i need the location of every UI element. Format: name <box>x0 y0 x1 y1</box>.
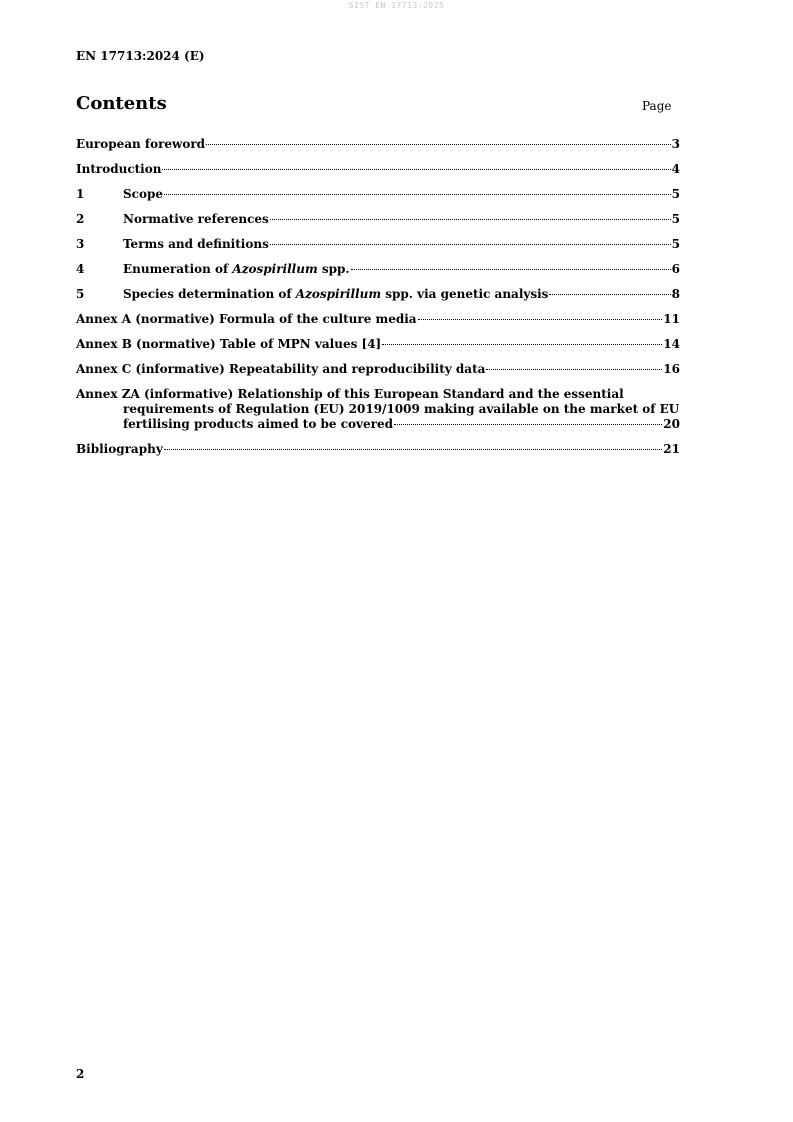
toc-entry-page: 16 <box>663 362 680 376</box>
toc-entry-european-foreword[interactable] <box>76 137 680 162</box>
toc-entry-label-line: Annex ZA (informative) Relationship of this European Standard and the essential <box>76 387 624 401</box>
toc-label-genus: Azospirillum <box>232 262 318 276</box>
toc-entry-terms-and-definitions[interactable] <box>76 237 680 262</box>
toc-entry-number: 3 <box>76 237 85 251</box>
toc-entry-label: Introduction <box>76 162 162 176</box>
toc-leader-dots <box>549 293 670 295</box>
toc-leader-dots <box>164 448 663 450</box>
toc-entry-label <box>123 262 350 277</box>
toc-leader-dots <box>486 368 662 370</box>
toc-entry-bibliography[interactable] <box>76 442 680 467</box>
page-number: 2 <box>76 1067 85 1081</box>
toc-entry-page: 6 <box>671 262 680 276</box>
toc-entry-annex-a[interactable] <box>76 312 680 337</box>
toc-entry-page: 5 <box>671 187 680 201</box>
toc-entry-label: Bibliography <box>76 442 163 456</box>
toc-entry-species-determination[interactable] <box>76 287 680 312</box>
toc-label-genus: Azospirillum <box>295 287 382 301</box>
toc-entry-page: 20 <box>663 417 680 431</box>
toc-entry-label: Terms and definitions <box>123 237 269 251</box>
toc-label-text: Species determination of <box>123 287 296 301</box>
toc-entry-annex-za[interactable] <box>76 387 680 434</box>
toc-entry-label <box>123 287 548 302</box>
toc-entry-page: 5 <box>671 212 680 226</box>
toc-entry-label-line: requirements of Regulation (EU) 2019/1009 making available on the market of EU <box>123 402 680 416</box>
toc-entry-scope[interactable] <box>76 187 680 212</box>
toc-leader-dots <box>270 218 671 220</box>
toc-entry-label: Annex B (normative) Table of MPN values [4] <box>76 337 382 351</box>
toc-leader-dots <box>394 423 662 425</box>
toc-entry-label: European foreword <box>76 137 206 151</box>
toc-entry-page: 14 <box>663 337 680 351</box>
toc-label-text: spp. <box>317 262 350 276</box>
toc-leader-dots <box>382 343 662 345</box>
toc-entry-enumeration[interactable] <box>76 262 680 287</box>
toc-entry-page: 5 <box>671 237 680 251</box>
toc-leader-dots <box>162 168 670 170</box>
toc-entry-label: Annex A (normative) Formula of the culture media <box>76 312 417 326</box>
toc-entry-number: 1 <box>76 187 85 201</box>
toc-entry-number: 2 <box>76 212 85 226</box>
toc-leader-dots <box>418 318 663 320</box>
toc-label-text: spp. via genetic analysis <box>381 287 549 301</box>
toc-leader-dots <box>206 143 671 145</box>
contents-title: Contents <box>76 93 167 114</box>
page-column-label: Page <box>642 99 672 113</box>
toc-label-text: Enumeration of <box>123 262 233 276</box>
toc-entry-label: fertilising products aimed to be covered <box>123 417 393 431</box>
toc-entry-page: 4 <box>671 162 680 176</box>
toc-entry-label: Scope <box>123 187 164 201</box>
toc-entry-annex-b[interactable] <box>76 337 680 362</box>
toc-leader-dots <box>164 193 671 195</box>
toc-entry-label: Annex C (informative) Repeatability and reproducibility data <box>76 362 486 376</box>
toc-entry-page: 21 <box>663 442 680 456</box>
table-of-contents <box>76 137 680 467</box>
toc-entry-number: 4 <box>76 262 85 276</box>
watermark: SIST EN 17713:2025 <box>348 1 445 10</box>
document-id: EN 17713:2024 (E) <box>76 49 205 63</box>
toc-entry-page: 8 <box>671 287 680 301</box>
toc-entry-introduction[interactable] <box>76 162 680 187</box>
toc-entry-label: Normative references <box>123 212 269 226</box>
toc-entry-annex-c[interactable] <box>76 362 680 387</box>
toc-leader-dots <box>351 268 671 270</box>
toc-entry-page: 3 <box>671 137 680 151</box>
toc-entry-last-line <box>76 417 680 434</box>
toc-entry-page: 11 <box>663 312 680 326</box>
toc-entry-normative-references[interactable] <box>76 212 680 237</box>
toc-leader-dots <box>270 243 671 245</box>
toc-entry-number: 5 <box>76 287 85 301</box>
